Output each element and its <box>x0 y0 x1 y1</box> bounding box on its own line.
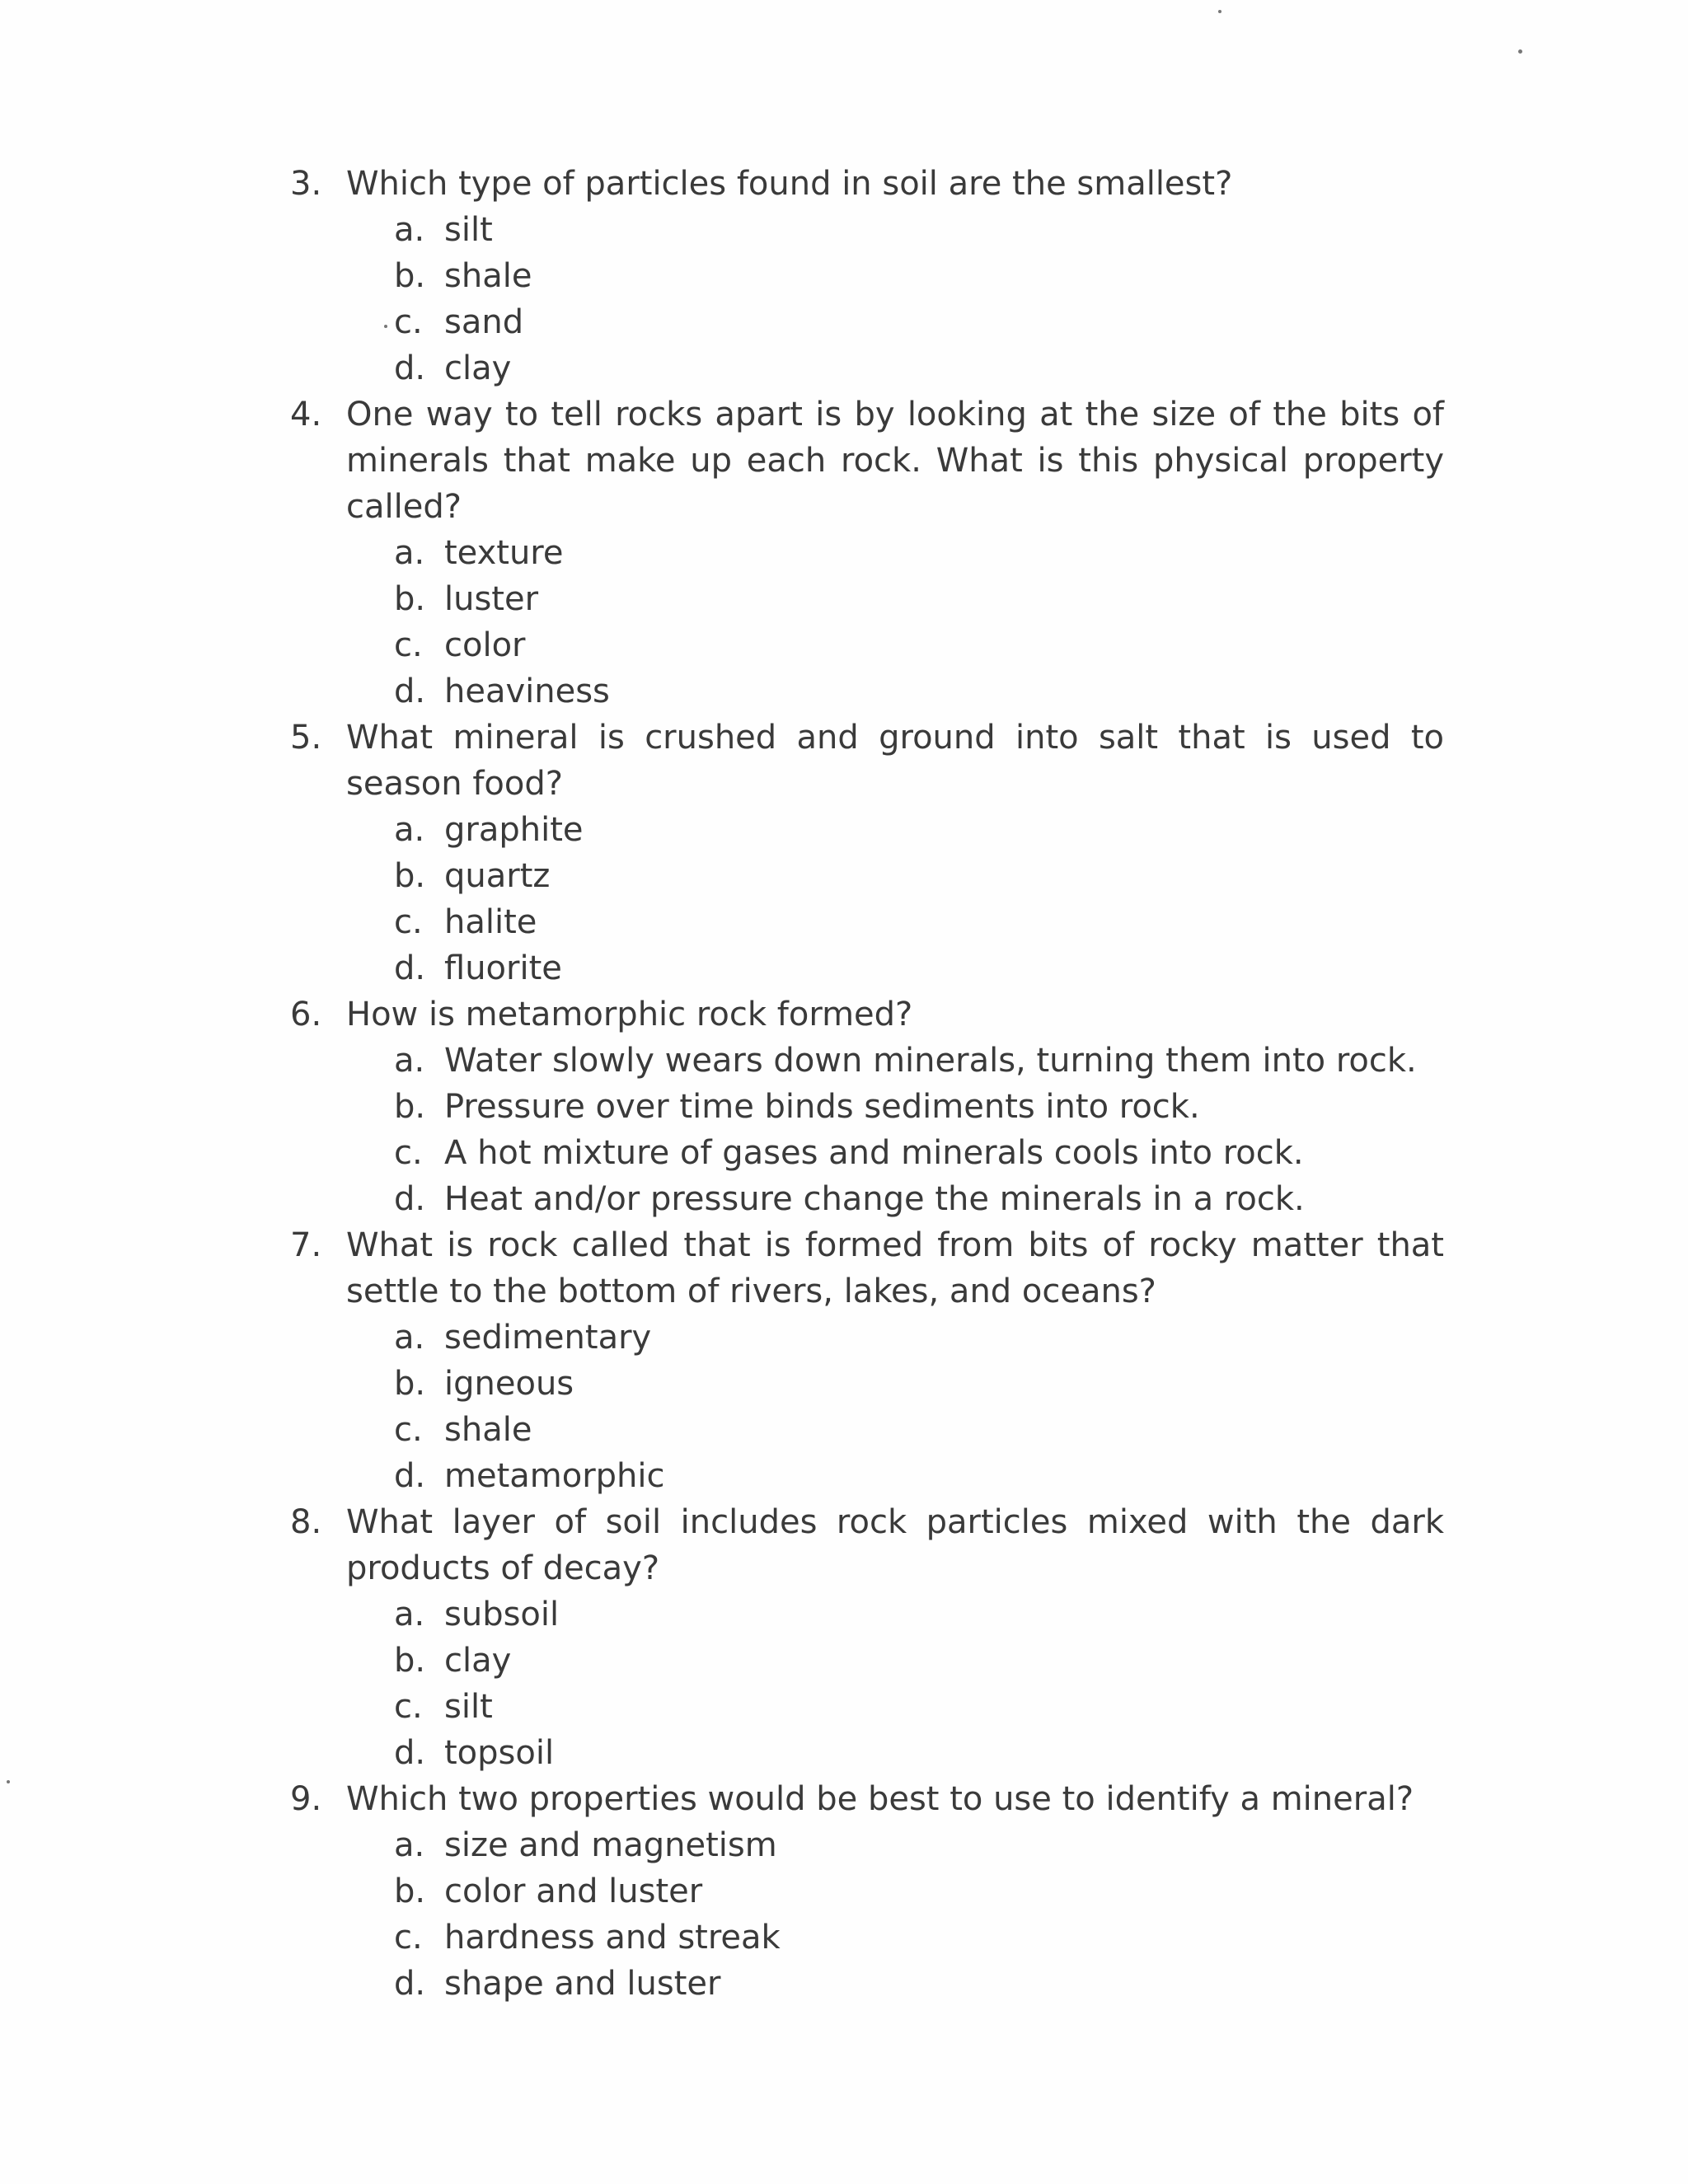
scan-speck <box>1518 49 1522 54</box>
answer-option <box>394 1868 1444 1915</box>
answer-option <box>394 1361 1444 1407</box>
answer-option <box>394 1961 1444 2007</box>
option-text: texture <box>444 534 564 572</box>
answer-option <box>394 668 1444 715</box>
question-text: What is rock called that is formed from bits of rocky matter that settle to the bottom of rivers, lakes, and oceans? <box>346 1226 1444 1310</box>
option-text: halite <box>444 903 537 941</box>
question-5 <box>290 715 1444 991</box>
question-text: One way to tell rocks apart is by looking at the size of the bits of minerals that make up each rock. What is this physical property called? <box>346 396 1444 526</box>
answer-option <box>394 1176 1444 1222</box>
question-number: 9. <box>290 1780 322 1818</box>
option-letter: c. <box>394 903 423 941</box>
option-letter: a. <box>394 1319 425 1357</box>
option-text: silt <box>444 211 493 249</box>
option-letter: d. <box>394 1734 426 1772</box>
answer-option <box>394 1038 1444 1084</box>
option-letter: a. <box>394 534 425 572</box>
option-text: luster <box>444 580 539 618</box>
question-4 <box>290 391 1444 715</box>
question-text: Which type of particles found in soil are the smallest? <box>346 165 1233 203</box>
option-text: heaviness <box>444 673 610 710</box>
option-letter: b. <box>394 1088 426 1126</box>
question-3 <box>290 161 1444 391</box>
scan-speck <box>7 1780 10 1783</box>
question-6 <box>290 991 1444 1222</box>
option-text: clay <box>444 1642 512 1680</box>
question-text: What layer of soil includes rock particles mixed with the dark products of decay? <box>346 1503 1444 1587</box>
answer-options <box>346 1038 1444 1222</box>
option-letter: d. <box>394 1180 426 1218</box>
option-letter: a. <box>394 1042 425 1080</box>
option-text: silt <box>444 1688 493 1726</box>
answer-option <box>394 945 1444 991</box>
question-9 <box>290 1776 1444 2007</box>
option-text: shape and luster <box>444 1965 721 2003</box>
option-text: Water slowly wears down minerals, turning them into rock. <box>444 1042 1417 1080</box>
question-number: 3. <box>290 165 322 203</box>
quiz-questions <box>290 161 1444 2007</box>
option-letter: c. <box>394 1411 423 1449</box>
option-text: Heat and/or pressure change the minerals in a rock. <box>444 1180 1305 1218</box>
question-7 <box>290 1222 1444 1499</box>
answer-option <box>394 1315 1444 1361</box>
answer-option <box>394 1684 1444 1730</box>
answer-option <box>394 207 1444 253</box>
option-text: shale <box>444 257 532 295</box>
answer-option <box>394 1084 1444 1130</box>
option-letter: b. <box>394 857 426 895</box>
answer-option <box>394 1407 1444 1453</box>
option-letter: c. <box>394 1134 423 1172</box>
question-8 <box>290 1499 1444 1776</box>
option-text: color <box>444 626 526 664</box>
option-letter: c. <box>394 626 423 664</box>
question-text: What mineral is crushed and ground into salt that is used to season food? <box>346 719 1444 803</box>
option-text: topsoil <box>444 1734 555 1772</box>
option-letter: d. <box>394 1965 426 2003</box>
option-text: sedimentary <box>444 1319 652 1357</box>
answer-options <box>346 1822 1444 2007</box>
answer-option <box>394 1638 1444 1684</box>
question-number: 7. <box>290 1226 322 1264</box>
answer-option <box>394 807 1444 853</box>
answer-option <box>394 299 1444 345</box>
answer-options <box>346 207 1444 391</box>
option-letter: b. <box>394 580 426 618</box>
option-text: color and luster <box>444 1872 703 1910</box>
option-text: metamorphic <box>444 1457 665 1495</box>
answer-option <box>394 1130 1444 1176</box>
answer-option <box>394 345 1444 391</box>
answer-option <box>394 530 1444 576</box>
question-number: 8. <box>290 1503 322 1541</box>
option-letter: d. <box>394 949 426 987</box>
answer-option <box>394 1822 1444 1868</box>
option-text: size and magnetism <box>444 1826 777 1864</box>
option-text: Pressure over time binds sediments into rock. <box>444 1088 1200 1126</box>
option-text: graphite <box>444 811 584 849</box>
option-letter: b. <box>394 1872 426 1910</box>
answer-option <box>394 1915 1444 1961</box>
question-text: How is metamorphic rock formed? <box>346 996 913 1033</box>
answer-option <box>394 1453 1444 1499</box>
option-text: sand <box>444 303 524 341</box>
answer-option <box>394 1591 1444 1638</box>
option-letter: c. <box>394 1919 423 1957</box>
option-text: A hot mixture of gases and minerals cools into rock. <box>444 1134 1304 1172</box>
option-text: fluorite <box>444 949 562 987</box>
option-letter: a. <box>394 1596 425 1633</box>
option-text: igneous <box>444 1365 574 1403</box>
answer-options <box>346 807 1444 991</box>
answer-option <box>394 576 1444 622</box>
option-letter: d. <box>394 1457 426 1495</box>
scan-speck <box>1218 10 1221 13</box>
question-text: Which two properties would be best to use to identify a mineral? <box>346 1780 1414 1818</box>
question-number: 4. <box>290 396 322 434</box>
option-letter: a. <box>394 211 425 249</box>
option-letter: c. <box>394 303 423 341</box>
option-text: hardness and streak <box>444 1919 781 1957</box>
question-number: 5. <box>290 719 322 757</box>
question-number: 6. <box>290 996 322 1033</box>
option-letter: c. <box>394 1688 423 1726</box>
option-letter: b. <box>394 1642 426 1680</box>
answer-option <box>394 1730 1444 1776</box>
option-letter: b. <box>394 257 426 295</box>
option-letter: d. <box>394 349 426 387</box>
option-letter: a. <box>394 811 425 849</box>
option-letter: d. <box>394 673 426 710</box>
option-text: clay <box>444 349 512 387</box>
answer-options <box>346 1591 1444 1776</box>
option-text: quartz <box>444 857 551 895</box>
option-text: shale <box>444 1411 532 1449</box>
answer-option <box>394 622 1444 668</box>
option-text: subsoil <box>444 1596 560 1633</box>
answer-options <box>346 1315 1444 1499</box>
option-letter: b. <box>394 1365 426 1403</box>
option-letter: a. <box>394 1826 425 1864</box>
answer-option <box>394 853 1444 899</box>
answer-option <box>394 899 1444 945</box>
answer-options <box>346 530 1444 715</box>
answer-option <box>394 253 1444 299</box>
